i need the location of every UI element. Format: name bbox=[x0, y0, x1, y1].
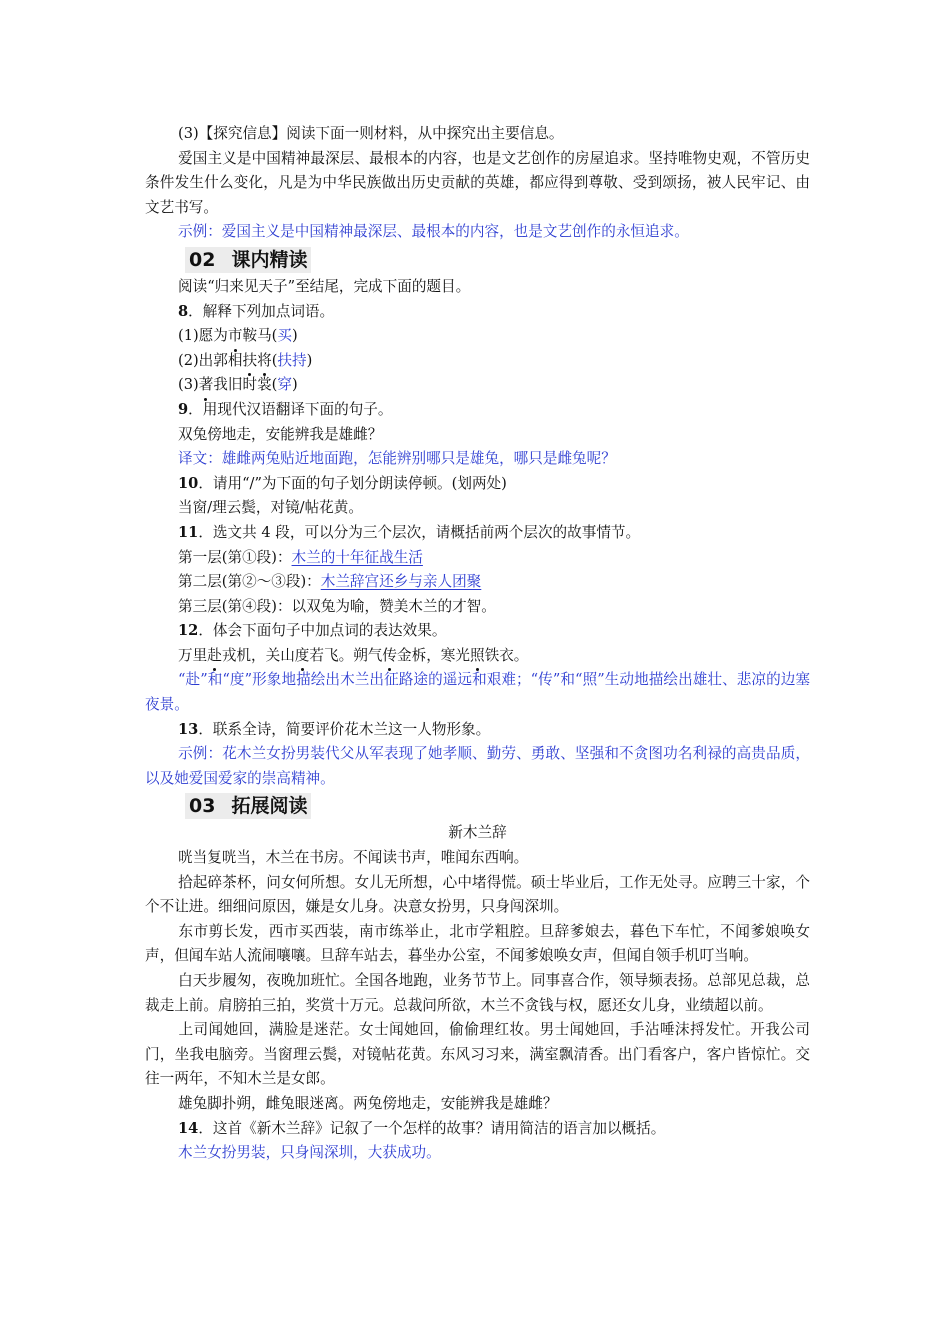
poem-text: 白天步履匆，夜晚加班忙。全国各地跑，业务节节上。同事喜合作，领导频表扬。总部见总裁，总裁走上前。肩膀拍三拍，奖赏十万元。总裁问所欲，木兰不贪钱与权，愿还女儿身，业绩超以前。 bbox=[145, 972, 810, 1014]
question-11-layer-2 bbox=[145, 570, 810, 595]
layer-label: 第二层(第②～③段)： bbox=[178, 573, 321, 591]
question-number: 8 bbox=[178, 302, 189, 320]
question-8-item-2: (2)出郭相扶将(扶持) bbox=[145, 349, 810, 374]
question-text: ．联系全诗，简要评价花木兰这一人物形象。 bbox=[198, 720, 491, 738]
question-13-answer bbox=[145, 742, 810, 791]
answer: 木兰辞宫还乡与亲人团聚 bbox=[320, 573, 482, 591]
document-page bbox=[145, 122, 810, 1166]
section-02-heading bbox=[185, 247, 311, 273]
reading-intro: 阅读“归来见天子”至结尾，完成下面的题目。 bbox=[178, 277, 471, 295]
question-12 bbox=[145, 619, 810, 644]
section-title: 拓展阅读 bbox=[231, 795, 308, 818]
answer: 木兰的十年征战生活 bbox=[291, 548, 423, 566]
question-text: ．这首《新木兰辞》记叙了一个怎样的故事？请用简洁的语言加以概括。 bbox=[198, 1119, 666, 1137]
question-number: 14 bbox=[178, 1119, 199, 1137]
question-8 bbox=[145, 300, 810, 325]
question-text: ．用现代汉语翻译下面的句子。 bbox=[188, 400, 393, 418]
poem-paragraph-5 bbox=[145, 1018, 810, 1092]
question-11 bbox=[145, 521, 810, 546]
question-10-answer: 当窗/理云鬓，对镜/帖花黄。 bbox=[178, 499, 363, 517]
question-3-answer: 示例：爱国主义是中国精神最深层、最根本的内容，也是文艺创作的永恒追求。 bbox=[178, 223, 689, 241]
question-13 bbox=[145, 718, 810, 743]
poem-text: 上司闻她回，满脸是迷茫。女士闻她回，偷偷理红妆。男士闻她回，手沾唾沫捋发忙。开我公司门，坐我电脑旁。当窗理云鬓，对镜帖花黄。东风习习来，满室飘清香。出门看客户，客户皆惊忙。交往一两年，不知木兰是女郎。 bbox=[145, 1021, 810, 1088]
question-10 bbox=[145, 472, 810, 497]
question-9-sentence: 双兔傍地走，安能辨我是雄雌？ bbox=[178, 425, 383, 443]
poem-title: 新木兰辞 bbox=[448, 824, 507, 842]
question-text: ．选文共 4 段，可以分为三个层次，请概括前两个层次的故事情节。 bbox=[198, 523, 641, 541]
poem-paragraph-2 bbox=[145, 871, 810, 920]
poem-paragraph-1 bbox=[145, 846, 810, 871]
layer-label: 第一层(第①段)： bbox=[178, 548, 292, 566]
question-text: ．体会下面句子中加点词的表达效果。 bbox=[198, 622, 447, 640]
question-3-prompt: (3)【探究信息】阅读下面一则材料，从中探究出主要信息。 bbox=[178, 125, 564, 142]
question-number: 9 bbox=[178, 400, 189, 418]
section-number: 02 bbox=[189, 248, 216, 271]
question-8-item-1: (1)愿为市鞍马(买) bbox=[145, 324, 810, 349]
question-text: ．解释下列加点词语。 bbox=[188, 302, 335, 320]
question-11-layer-1 bbox=[145, 546, 810, 571]
question-14-answer: 木兰女扮男装，只身闯深圳，大获成功。 bbox=[178, 1144, 441, 1162]
question-9 bbox=[145, 398, 810, 423]
question-14 bbox=[145, 1117, 810, 1142]
question-12-sentence: 万里赴戎机，关山度若飞。朔气传金柝，寒光照铁衣。 bbox=[145, 644, 810, 669]
poem-paragraph-4 bbox=[145, 969, 810, 1018]
section-number: 03 bbox=[189, 795, 216, 818]
answer: 穿 bbox=[277, 376, 292, 394]
poem-text: 拾起碎茶杯，问女何所想。女儿无所想，心中堵得慌。硕士毕业后，工作无处寻。应聘三十家，个个不让进。细细问原因，嫌是女儿身。决意女扮男，只身闯深圳。 bbox=[145, 873, 810, 916]
question-number: 13 bbox=[178, 720, 199, 738]
question-number: 11 bbox=[178, 523, 199, 541]
section-03-heading bbox=[185, 793, 311, 819]
poem-paragraph-6 bbox=[145, 1092, 810, 1117]
section-title: 课内精读 bbox=[231, 248, 308, 271]
answer-text: 示例：花木兰女扮男装代父从军表现了她孝顺、勤劳、勇敢、坚强和不贪图功名利禄的高贵品质，以及她爱国爱家的崇高精神。 bbox=[145, 745, 810, 787]
question-12-answer bbox=[145, 668, 810, 717]
question-number: 10 bbox=[178, 474, 199, 492]
answer: 扶持 bbox=[277, 351, 307, 369]
poem-text: 咣当复咣当，木兰在书房。不闻读书声，唯闻东西响。 bbox=[178, 849, 529, 867]
question-9-answer: 译文：雄雌两兔贴近地面跑，怎能辨别哪只是雄兔，哪只是雌兔呢？ bbox=[178, 450, 616, 468]
question-8-item-3: (3)著我旧时裳(穿) bbox=[145, 373, 810, 398]
material-text: 爱国主义是中国精神最深层、最根本的内容，也是文艺创作的房屋追求。坚持唯物史观，不管历史条件发生什么变化，凡是为中华民族做出历史贡献的英雄，都应得到尊敬、受到颂扬，被人民牢记、由文艺书写。 bbox=[145, 149, 810, 216]
question-text: ．请用“/”为下面的句子划分朗读停顿。(划两处) bbox=[198, 474, 507, 492]
poem-text: 东市剪长发，西市买西装，南市练举止，北市学粗腔。旦辞爹娘去，暮色下车忙，不闻爹娘唤女声，但闻车站人流闹嚷嚷。旦辞车站去，暮坐办公室，不闻爹娘唤女声，但闻自领手机叮当响。 bbox=[145, 922, 810, 965]
answer-text: “赴”和“度”形象地描绘出木兰出征路途的遥远和艰难；“传”和“照”生动地描绘出雄壮、悲凉的边塞夜景。 bbox=[145, 671, 810, 714]
answer: 买 bbox=[277, 327, 292, 345]
poem-text: 雄兔脚扑朔，雌兔眼迷离。两兔傍地走，安能辨我是雄雌？ bbox=[178, 1094, 558, 1112]
material-paragraph bbox=[145, 147, 810, 221]
poem-paragraph-3 bbox=[145, 920, 810, 969]
question-number: 12 bbox=[178, 622, 199, 640]
question-11-layer-3: 第三层(第④段)：以双兔为喻，赞美木兰的才智。 bbox=[178, 597, 496, 615]
